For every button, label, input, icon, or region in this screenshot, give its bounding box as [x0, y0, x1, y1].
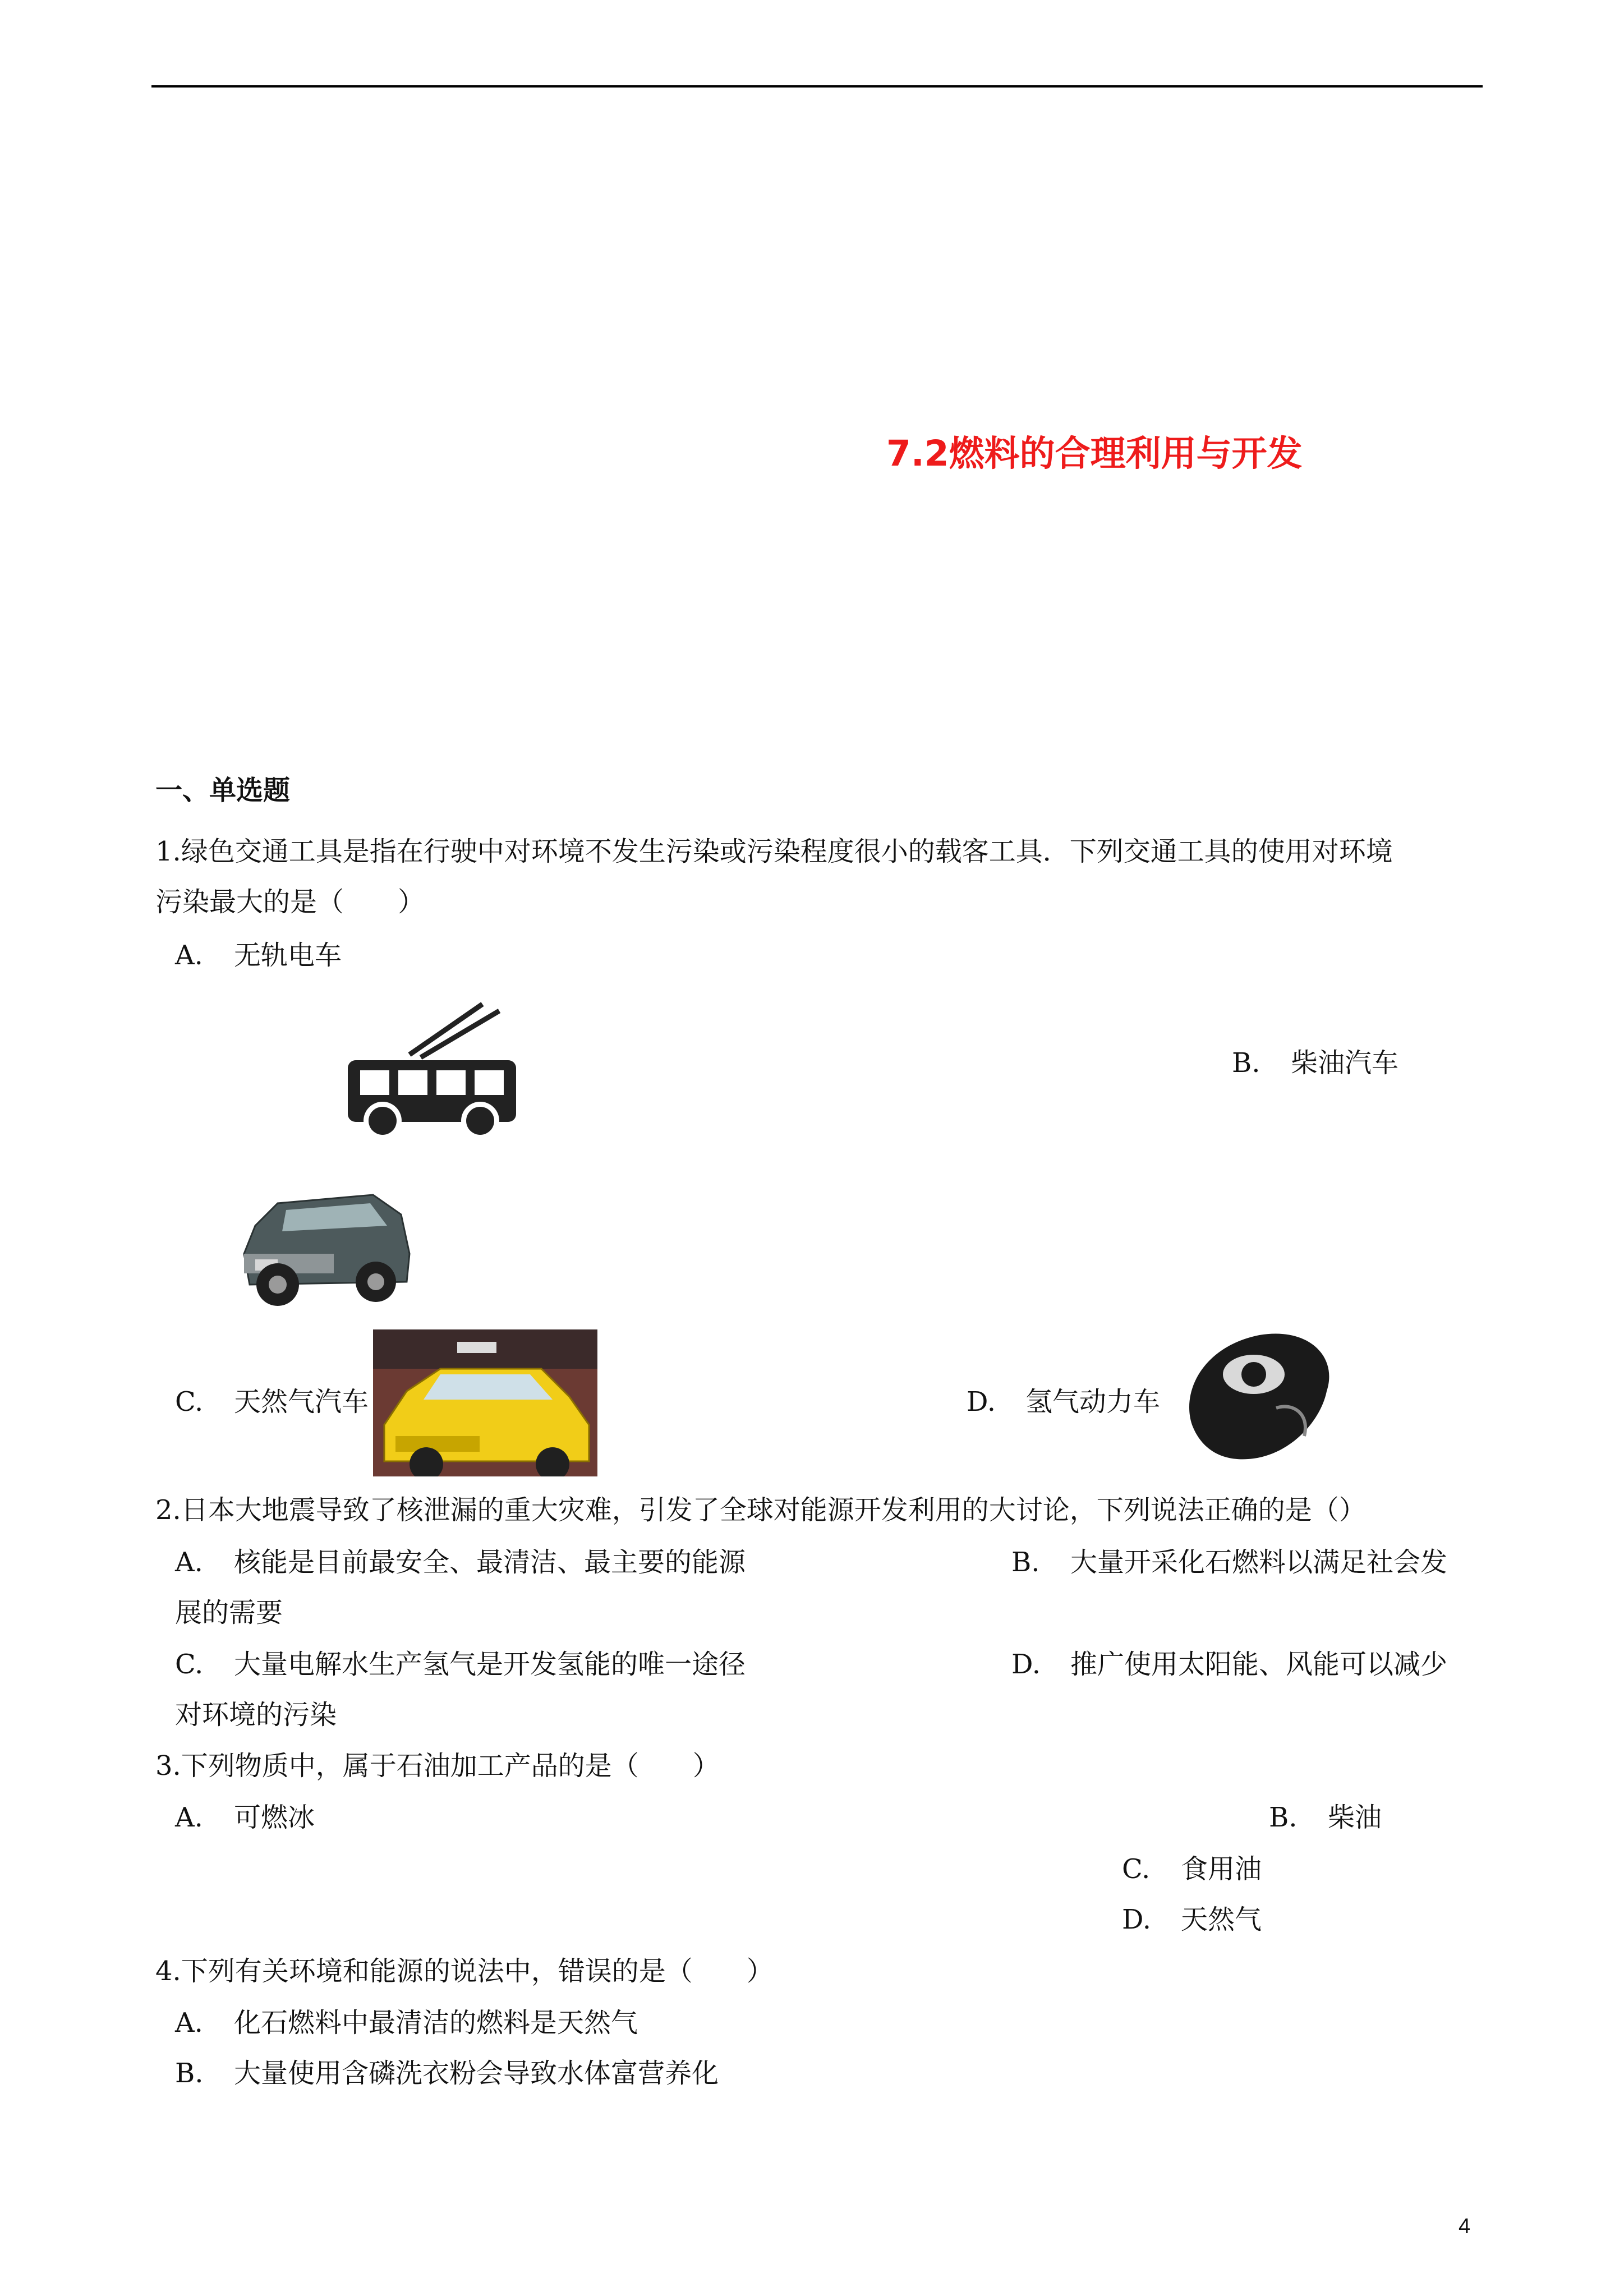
page-title: 7.2燃料的合理利用与开发: [886, 433, 1303, 474]
q4-stem: 4.下列有关环境和能源的说法中，错误的是（ ）: [155, 1955, 774, 1987]
q2-option-a: A. 核能是目前最安全、最清洁、最主要的能源: [175, 1547, 746, 1578]
q1-stem-line2: 污染最大的是（ ）: [155, 886, 425, 918]
q1-option-d: D. 氢气动力车: [967, 1386, 1161, 1418]
natural-gas-taxi-image: [373, 1329, 597, 1476]
q3-option-c: C. 食用油: [1122, 1853, 1262, 1885]
q2-option-b-continued: 展的需要: [175, 1597, 283, 1628]
q3-option-a: A. 可燃冰: [175, 1802, 315, 1833]
q2-option-d: D. 推广使用太阳能、风能可以减少: [1011, 1649, 1448, 1680]
page-number: 4: [1459, 2215, 1471, 2238]
q2-stem: 2.日本大地震导致了核泄漏的重大灾难，引发了全球对能源开发利用的大讨论，下列说法正确的是（）: [155, 1494, 1366, 1526]
header-rule: [151, 85, 1483, 88]
q3-option-b: B. 柴油: [1269, 1802, 1382, 1833]
q2-option-b: B. 大量开采化石燃料以满足社会发: [1011, 1547, 1448, 1578]
q3-option-d: D. 天然气: [1122, 1904, 1262, 1935]
hydrogen-car-image: [1170, 1324, 1338, 1470]
q4-option-b: B. 大量使用含磷洗衣粉会导致水体富营养化: [175, 2058, 719, 2089]
q2-option-c: C. 大量电解水生产氢气是开发氢能的唯一途径: [175, 1649, 746, 1680]
diesel-suv-image: [233, 1170, 424, 1313]
q3-stem: 3.下列物质中，属于石油加工产品的是（ ）: [155, 1750, 720, 1782]
q1-option-c: C. 天然气汽车: [175, 1386, 369, 1418]
q2-option-d-continued: 对环境的污染: [175, 1699, 337, 1731]
section-heading: 一、单选题: [155, 775, 291, 806]
q1-option-a: A. 无轨电车: [175, 940, 342, 971]
q4-option-a: A. 化石燃料中最清洁的燃料是天然气: [175, 2007, 638, 2039]
trolleybus-icon: [348, 999, 550, 1142]
q1-option-b: B. 柴油汽车: [1232, 1047, 1399, 1079]
q1-stem-line1: 1.绿色交通工具是指在行驶中对环境不发生污染或污染程度很小的载客工具．下列交通工具的使用对环境: [155, 836, 1393, 867]
